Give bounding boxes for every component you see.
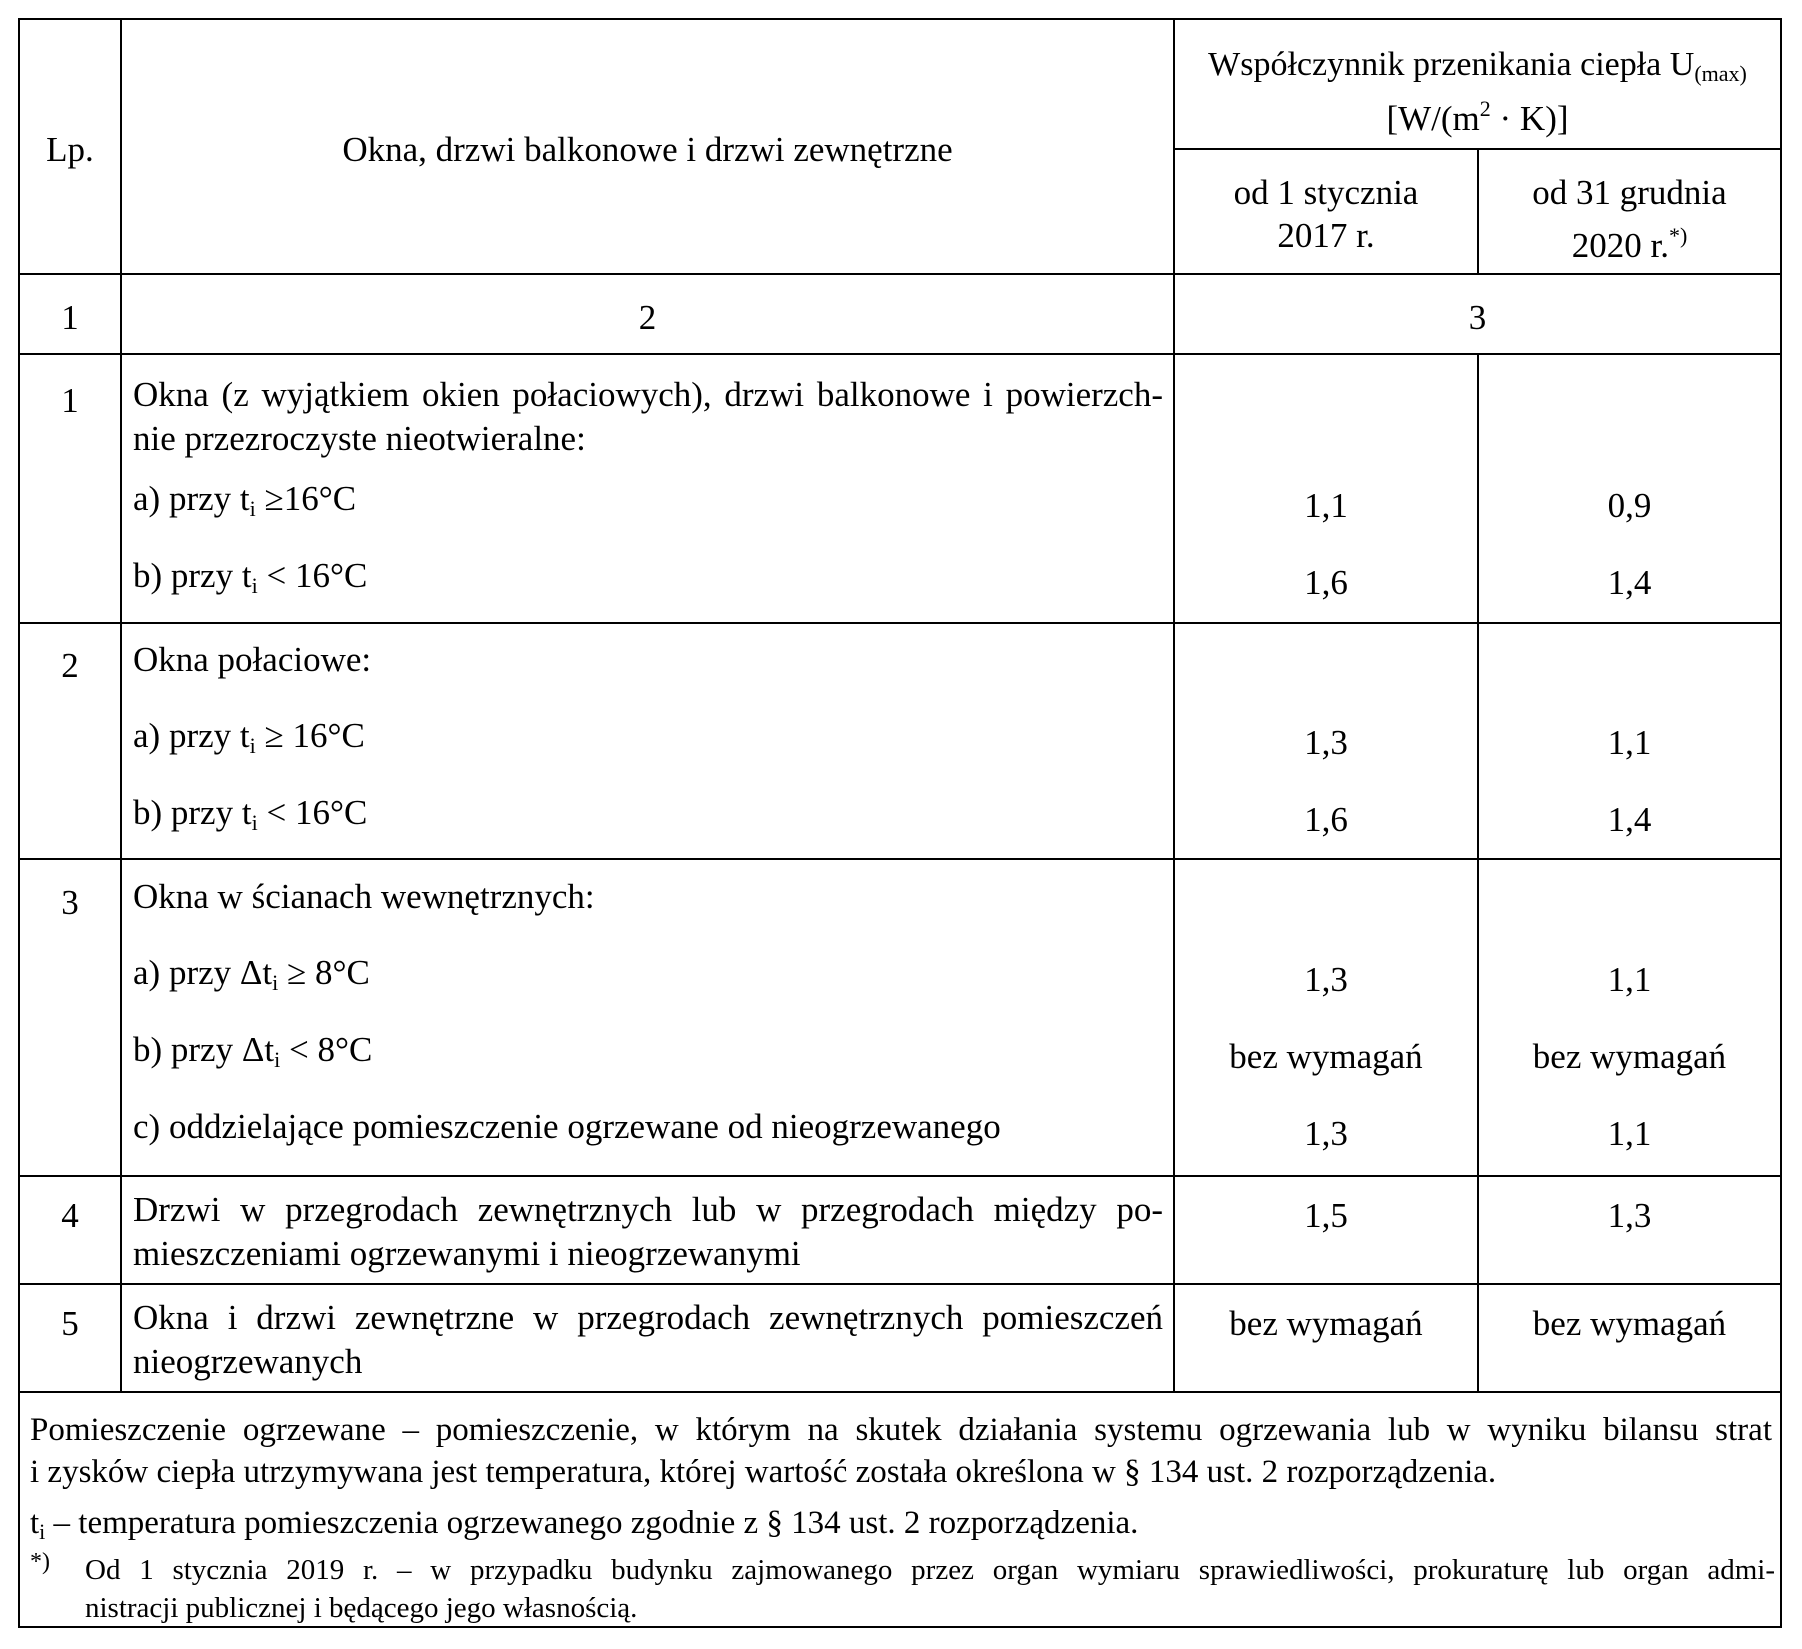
row-2-title-line1: Okna połaciowe: bbox=[133, 640, 372, 679]
row-3-item-c: c) oddzielające pomieszczenie ogrzewane od nieogrzewanego bbox=[133, 1107, 1001, 1146]
row-5-title-line1: Okna i drzwi zewnętrzne w przegrodach zewnętrznych pomieszczeń bbox=[133, 1298, 1163, 1337]
item-text-tail: ≥ 8°C bbox=[278, 953, 370, 992]
row-1-lp: 1 bbox=[61, 381, 79, 420]
row-4-title-line1: Drzwi w przegrodach zewnętrznych lub w przegrodach między po- bbox=[133, 1190, 1163, 1229]
item-subscript: i bbox=[249, 733, 256, 758]
coefficient-title-text: Współczynnik przenikania ciepła U bbox=[1208, 46, 1695, 83]
item-text: a) przy t bbox=[133, 716, 250, 755]
header-col-2020-line2 bbox=[1479, 215, 1780, 267]
header-col-2017-line2: 2017 r. bbox=[1277, 216, 1375, 255]
unit-part-b: · K)] bbox=[1490, 99, 1569, 138]
row-2-item-b bbox=[133, 792, 367, 844]
footnote-line2: nistracji publicznej i będącego jego własnością. bbox=[85, 1592, 638, 1624]
row-3-item-c-2020: 1,1 bbox=[1607, 1114, 1652, 1153]
row-4-2017: 1,5 bbox=[1304, 1196, 1348, 1235]
row-3-lp: 3 bbox=[61, 883, 79, 922]
row-2-item-a-2017: 1,3 bbox=[1304, 723, 1348, 762]
rule-row2-bottom bbox=[18, 858, 1782, 860]
row-1-item-a-2020: 0,9 bbox=[1607, 486, 1652, 525]
row-1-title-line1: Okna (z wyjątkiem okien połaciowych), drzwi balkonowe i powierzch- bbox=[133, 375, 1163, 414]
row-1-item-b-2020: 1,4 bbox=[1607, 563, 1652, 602]
row-2-lp: 2 bbox=[61, 646, 79, 685]
rule-header-bottom bbox=[18, 273, 1782, 275]
row-5-2020: bez wymagań bbox=[1532, 1304, 1727, 1343]
row-4-title-line2: mieszczeniami ogrzewanymi i nieogrzewanymi bbox=[133, 1234, 801, 1273]
numbering-col-1: 1 bbox=[61, 298, 79, 337]
unit-part-a: [W/(m bbox=[1386, 99, 1480, 138]
row-3-item-a bbox=[133, 952, 370, 1004]
item-text: a) przy t bbox=[133, 479, 250, 518]
row-4-2020: 1,3 bbox=[1607, 1196, 1652, 1235]
numbering-col-2: 2 bbox=[638, 298, 657, 337]
coefficient-subscript: (max) bbox=[1694, 61, 1747, 86]
item-subscript: i bbox=[251, 810, 258, 835]
rule-numbering-bottom bbox=[18, 353, 1782, 355]
row-4-lp: 4 bbox=[61, 1196, 79, 1235]
row-1-item-b-2017: 1,6 bbox=[1304, 563, 1348, 602]
row-1-item-b bbox=[133, 555, 367, 607]
rule-row3-bottom bbox=[18, 1175, 1782, 1177]
item-text-tail: ≥ 16°C bbox=[255, 716, 365, 755]
rule-col-lp bbox=[120, 18, 122, 1392]
item-subscript: i bbox=[274, 1047, 281, 1072]
row-5-2017: bez wymagań bbox=[1229, 1304, 1423, 1343]
note-heated-room-line2: i zysków ciepła utrzymywana jest temperatura, której wartość została określona w § 134 ust. 2 rozporządzenia. bbox=[30, 1454, 1497, 1490]
note-ti-definition bbox=[30, 1503, 1138, 1552]
row-1-item-a-2017: 1,1 bbox=[1304, 486, 1348, 525]
row-3-item-b-2020: bez wymagań bbox=[1532, 1037, 1727, 1076]
col-2020-year: 2020 r. bbox=[1571, 226, 1669, 265]
unit-superscript: 2 bbox=[1479, 96, 1491, 121]
row-3-item-b bbox=[133, 1029, 372, 1081]
rule-table-bottom bbox=[18, 1391, 1782, 1393]
rule-row4-bottom bbox=[18, 1283, 1782, 1285]
item-text: b) przy Δt bbox=[133, 1030, 275, 1069]
header-col-2020-line1: od 31 grudnia bbox=[1532, 173, 1727, 212]
row-2-item-a-2020: 1,1 bbox=[1607, 723, 1652, 762]
ti-text: – temperatura pomieszczenia ogrzewanego zgodnie z § 134 ust. 2 rozporządzenia. bbox=[45, 1505, 1139, 1541]
header-col-2017-line1: od 1 stycznia bbox=[1233, 173, 1419, 212]
item-text-tail: < 16°C bbox=[257, 556, 368, 595]
row-1-title-line2: nie przezroczyste nieotwieralne: bbox=[133, 419, 586, 458]
item-subscript: i bbox=[249, 496, 256, 521]
item-text-tail: < 16°C bbox=[257, 793, 368, 832]
item-text-tail: ≥16°C bbox=[255, 479, 357, 518]
footnote-line1: Od 1 stycznia 2019 r. – w przypadku budynku zajmowanego przez organ wymiaru sprawiedliwości, prokuraturę lub organ admi- bbox=[85, 1554, 1775, 1586]
rule-row1-bottom bbox=[18, 622, 1782, 624]
row-3-item-a-2020: 1,1 bbox=[1607, 960, 1652, 999]
header-item-column: Okna, drzwi balkonowe i drzwi zewnętrzne bbox=[342, 130, 953, 169]
row-3-item-b-2017: bez wymagań bbox=[1229, 1037, 1423, 1076]
row-3-title-line1: Okna w ścianach wewnętrznych: bbox=[133, 877, 595, 916]
row-2-item-a bbox=[133, 715, 365, 767]
numbering-col-3: 3 bbox=[1468, 298, 1487, 337]
row-5-lp: 5 bbox=[61, 1304, 79, 1343]
row-3-item-a-2017: 1,3 bbox=[1304, 960, 1348, 999]
item-text: a) przy Δt bbox=[133, 953, 273, 992]
ti-symbol: t bbox=[30, 1505, 40, 1541]
row-5-title-line2: nieogrzewanych bbox=[133, 1342, 363, 1381]
footnote-marker: *) bbox=[1668, 223, 1688, 248]
item-subscript: i bbox=[251, 573, 258, 598]
row-2-item-b-2017: 1,6 bbox=[1304, 800, 1348, 839]
note-heated-room-line1: Pomieszczenie ogrzewane – pomieszczenie, w którym na skutek działania systemu ogrzewania lub w wyniku bilansu strat bbox=[30, 1412, 1772, 1448]
header-coefficient-unit bbox=[1175, 88, 1780, 140]
header-lp: Lp. bbox=[46, 130, 94, 169]
item-text: b) przy t bbox=[133, 556, 252, 595]
row-3-item-c-2017: 1,3 bbox=[1304, 1114, 1348, 1153]
row-2-item-b-2020: 1,4 bbox=[1607, 800, 1652, 839]
item-text: b) przy t bbox=[133, 793, 252, 832]
ti-subscript: i bbox=[39, 1519, 46, 1544]
row-1-item-a bbox=[133, 478, 356, 530]
footnote-marker-bottom: *) bbox=[30, 1549, 50, 1575]
item-text-tail: < 8°C bbox=[280, 1030, 373, 1069]
item-subscript: i bbox=[272, 970, 279, 995]
